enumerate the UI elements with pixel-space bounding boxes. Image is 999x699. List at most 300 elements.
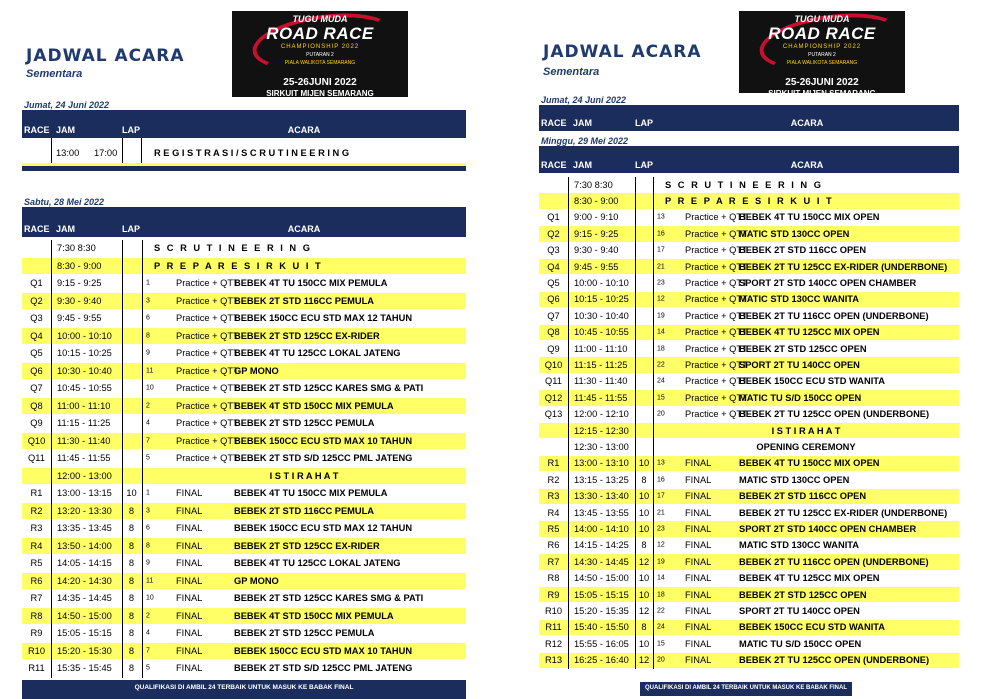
race-code: R6 — [30, 575, 43, 586]
table-row — [539, 407, 959, 422]
race-class: SPORT 2T STD 140CC OPEN CHAMBER — [739, 278, 917, 289]
rider-class-number: 6 — [146, 314, 150, 322]
race-time: 13:30 - 13:40 — [574, 491, 629, 502]
race-time: 11:15 - 11:25 — [574, 360, 628, 371]
rider-class-number: 6 — [146, 524, 150, 532]
table-row — [22, 468, 466, 485]
race-time: 11:30 - 11:40 — [574, 376, 628, 387]
race-class: BEBEK 4T TU 150CC MIX PEMULA — [234, 278, 388, 289]
session-type: FINAL — [685, 638, 712, 649]
lap-count: 8 — [128, 523, 135, 534]
table-row — [539, 423, 959, 438]
lap-count: 8 — [128, 645, 135, 656]
rider-class-number: 21 — [657, 509, 665, 517]
race-time: 9:30 - 9:40 — [57, 295, 102, 306]
race-code: Q4 — [30, 330, 43, 341]
lap-count: 10 — [638, 638, 650, 649]
race-class: BEBEK 4T TU 150CC MIX PEMULA — [234, 488, 388, 499]
race-class: BEBEK 2T STD 125CC KARES SMG & PATI — [234, 383, 424, 394]
lap-count: 10 — [638, 491, 650, 502]
race-time: 13:45 - 13:55 — [574, 507, 629, 518]
race-code: R10 — [544, 606, 563, 617]
race-time: 8:30 - 9:00 — [57, 260, 102, 271]
session-type: FINAL — [176, 540, 203, 551]
table-row — [22, 363, 466, 380]
rider-class-number: 10 — [146, 384, 154, 392]
race-code: Q9 — [30, 418, 43, 429]
rider-class-number: 23 — [657, 525, 665, 533]
race-time: 11:00 - 11:10 — [57, 400, 111, 411]
race-time: 13:00 - 13:15 — [57, 488, 112, 499]
race-time: 9:00 - 9:10 — [574, 212, 619, 223]
rider-class-number: 16 — [657, 230, 665, 238]
table-header: RACE JAM LAP ACARA — [539, 146, 959, 173]
rider-class-number: 19 — [657, 312, 665, 320]
race-class: BEBEK 150CC ECU STD MAX 12 TAHUN — [234, 523, 413, 534]
rider-class-number: 11 — [146, 577, 154, 585]
table-row — [539, 243, 959, 258]
table-row — [539, 554, 959, 569]
lap-count: 8 — [641, 540, 647, 551]
event-logo: TUGU MUDA ROAD RACE CHAMPIONSHIP 2022 PUTARAN 2 PIALA WALIKOTA SEMARANG 25-26JUNI 2022 SIRKUIT MIJEN SEMARANG — [232, 11, 408, 97]
date-heading: Minggu, 29 Mei 2022 — [541, 136, 629, 146]
rider-class-number: 19 — [657, 558, 665, 566]
race-class: BEBEK 2T TU 125CC EX-RIDER (UNDERBONE) — [739, 507, 948, 518]
rider-class-number: 14 — [657, 328, 665, 336]
race-class: BEBEK 2T STD 116CC OPEN — [739, 245, 867, 256]
rider-class-number: 4 — [146, 419, 150, 427]
table-row — [539, 325, 959, 340]
session-type: FINAL — [685, 524, 712, 535]
table-row — [22, 328, 466, 345]
rider-class-number: 1 — [146, 489, 150, 497]
race-time: 15:40 - 15:50 — [574, 622, 629, 633]
session-type: FINAL — [685, 458, 712, 469]
session-type: Practice + QTT — [685, 327, 748, 338]
page-subtitle: Sementara — [26, 68, 83, 80]
race-code: Q2 — [30, 295, 43, 306]
race-time: 13:15 - 13:25 — [574, 474, 629, 485]
session-type: FINAL — [685, 507, 712, 518]
rider-class-number: 7 — [146, 647, 150, 655]
race-code: Q8 — [30, 400, 43, 411]
race-time: 10:00 - 10:10 — [574, 278, 629, 289]
race-time: 15:55 - 16:05 — [574, 638, 629, 649]
race-class: BEBEK 4T TU 125CC MIX OPEN — [739, 327, 880, 338]
race-code: R5 — [547, 524, 560, 535]
race-time: 10:00 - 10:10 — [57, 330, 112, 341]
race-time: 13:20 - 13:30 — [57, 505, 112, 516]
race-code: Q3 — [30, 313, 43, 324]
race-class: BEBEK 2T STD S/D 125CC PML JATENG — [234, 663, 413, 674]
race-class: MATIC STD 130CC OPEN — [739, 228, 850, 239]
race-code: R2 — [30, 505, 43, 516]
table-row — [539, 636, 959, 651]
event-label: S C R U T I N E E R I N G — [154, 243, 312, 254]
rider-class-number: 15 — [657, 394, 665, 402]
table-row — [22, 450, 466, 467]
race-code: R7 — [547, 556, 560, 567]
rider-class-number: 22 — [657, 361, 665, 369]
race-code: Q5 — [30, 348, 43, 359]
table-row — [539, 439, 959, 454]
race-code: R8 — [30, 610, 43, 621]
race-time: 10:30 - 10:40 — [57, 365, 112, 376]
rider-class-number: 7 — [146, 437, 150, 445]
race-time: 11:45 - 11:55 — [574, 392, 628, 403]
rider-class-number: 5 — [146, 454, 150, 462]
lap-count: 8 — [128, 540, 135, 551]
race-class: MATIC TU S/D 150CC OPEN — [739, 392, 862, 403]
race-time: 14:15 - 14:25 — [574, 540, 629, 551]
session-type: Practice + QTT — [176, 418, 239, 429]
race-code: R11 — [28, 663, 45, 674]
rider-class-number: 9 — [146, 559, 150, 567]
footer-note: QUALIFIKASI DI AMBIL 24 TERBAIK UNTUK MASUK KE BABAK FINAL — [645, 685, 847, 691]
race-class: MATIC STD 130CC OPEN — [739, 474, 850, 485]
session-type: Practice + QTT — [176, 348, 239, 359]
rider-class-number: 10 — [146, 594, 154, 602]
race-class: BEBEK 2T STD 125CC EX-RIDER — [234, 540, 380, 551]
lap-count: 8 — [128, 505, 135, 516]
page-subtitle: Sementara — [543, 66, 600, 78]
race-class: SPORT 2T TU 140CC OPEN — [739, 360, 860, 371]
race-class: BEBEK 4T TU 150CC MIX OPEN — [739, 212, 880, 223]
race-class: SPORT 2T TU 140CC OPEN — [739, 606, 860, 617]
rider-class-number: 23 — [657, 279, 665, 287]
race-class: BEBEK 2T TU 125CC OPEN (UNDERBONE) — [739, 409, 930, 420]
footer-note: QUALIFIKASI DI AMBIL 24 TERBAIK UNTUK MASUK KE BABAK FINAL — [134, 684, 354, 691]
table-row — [22, 643, 466, 660]
table-row — [22, 573, 466, 590]
lap-count: 10 — [126, 488, 137, 499]
rider-class-number: 9 — [146, 349, 150, 357]
race-time: 10:15 - 10:25 — [574, 294, 629, 305]
race-class: BEBEK 2T STD 125CC EX-RIDER — [234, 330, 380, 341]
session-type: Practice + QTT — [685, 343, 748, 354]
table-row — [22, 625, 466, 642]
race-code: R3 — [547, 491, 560, 502]
race-time: 16:25 - 16:40 — [574, 655, 629, 666]
race-time: 15:05 - 15:15 — [574, 589, 629, 600]
race-class: BEBEK 2T STD 125CC PEMULA — [234, 418, 375, 429]
race-code: R4 — [547, 507, 560, 518]
race-time: 9:15 - 9:25 — [57, 278, 102, 289]
race-class: MATIC STD 130CC WANITA — [739, 540, 860, 551]
race-code: Q6 — [547, 294, 560, 305]
lap-count: 8 — [128, 628, 135, 639]
race-class: BEBEK 2T STD 125CC OPEN — [739, 343, 867, 354]
race-time: 7:30 8:30 — [574, 179, 613, 190]
session-type: Practice + QTT — [685, 278, 748, 289]
race-class: BEBEK 150CC ECU STD MAX 12 TAHUN — [234, 313, 413, 324]
race-code: R3 — [30, 523, 43, 534]
race-class: BEBEK 2T STD 116CC OPEN — [739, 491, 867, 502]
event-label: OPENING CEREMONY — [756, 442, 856, 453]
table-row — [22, 293, 466, 310]
race-time: 12:00 - 12:10 — [574, 409, 629, 420]
lap-count: 10 — [638, 524, 650, 535]
race-code: Q10 — [27, 435, 46, 446]
race-time: 10:45 - 10:55 — [57, 383, 112, 394]
race-time: 14:00 - 14:10 — [574, 524, 629, 535]
session-type: FINAL — [176, 505, 203, 516]
race-code: Q6 — [30, 365, 43, 376]
race-time: 12:15 - 12:30 — [574, 425, 629, 436]
rider-class-number: 11 — [146, 367, 154, 375]
race-code: Q8 — [547, 327, 560, 338]
race-class: MATIC TU S/D 150CC OPEN — [739, 638, 862, 649]
race-class: BEBEK 2T STD S/D 125CC PML JATENG — [234, 453, 413, 464]
table-row — [22, 555, 466, 572]
race-time: 11:30 - 11:40 — [57, 435, 111, 446]
rider-class-number: 5 — [146, 664, 150, 672]
session-type: FINAL — [176, 645, 203, 656]
race-time: 9:45 - 9:55 — [574, 261, 619, 272]
rider-class-number: 18 — [657, 345, 665, 353]
lap-count: 12 — [638, 556, 650, 567]
event-logo: TUGU MUDA ROAD RACE CHAMPIONSHIP 2022 PUTARAN 2 PIALA WALIKOTA SEMARANG 25-26JUNI 2022 SIRKUIT MIJEN SEMARANG — [739, 11, 905, 93]
rider-class-number: 17 — [657, 492, 665, 500]
session-type: Practice + QTT — [176, 295, 239, 306]
event-label: I S T I R A H A T — [269, 470, 339, 481]
rider-class-number: 13 — [657, 213, 665, 221]
race-class: BEBEK 4T TU 125CC MIX OPEN — [739, 573, 880, 584]
race-class: BEBEK 2T STD 125CC OPEN — [739, 589, 867, 600]
date-heading: Jumat, 24 Juni 2022 — [541, 95, 627, 105]
race-time: 14:50 - 15:00 — [57, 610, 112, 621]
table-row — [539, 210, 959, 225]
race-code: Q1 — [30, 278, 43, 289]
session-type: FINAL — [176, 558, 203, 569]
race-time: 13:00 - 13:10 — [574, 458, 629, 469]
table-row — [539, 521, 959, 536]
race-time: 13:50 - 14:00 — [57, 540, 112, 551]
separator-bar — [22, 166, 466, 171]
race-class: BEBEK 4T TU 125CC LOKAL JATENG — [234, 558, 401, 569]
lap-count: 8 — [641, 622, 647, 633]
race-code: Q7 — [30, 383, 43, 394]
race-code: R5 — [30, 558, 43, 569]
race-class: BEBEK 2T STD 116CC PEMULA — [234, 295, 374, 306]
rider-class-number: 15 — [657, 640, 665, 648]
race-time: 14:20 - 14:30 — [57, 575, 112, 586]
race-time: 9:15 - 9:25 — [574, 228, 619, 239]
session-type: FINAL — [176, 628, 203, 639]
race-class: GP MONO — [234, 365, 279, 376]
session-type: Practice + QTT — [176, 365, 239, 376]
table-row — [539, 587, 959, 602]
rider-class-number: 1 — [146, 279, 150, 287]
race-time: 9:45 - 9:55 — [57, 313, 102, 324]
race-code: R6 — [547, 540, 560, 551]
race-code: R1 — [30, 488, 43, 499]
session-type: Practice + QTT — [685, 376, 748, 387]
race-code: Q12 — [544, 392, 563, 403]
session-type: FINAL — [176, 610, 203, 621]
race-code: Q10 — [544, 360, 563, 371]
session-type: FINAL — [685, 573, 712, 584]
table-row — [22, 310, 466, 327]
race-code: Q11 — [28, 453, 45, 464]
session-type: Practice + QTT — [685, 392, 748, 403]
table-row — [539, 275, 959, 290]
session-type: FINAL — [685, 622, 712, 633]
race-code: R10 — [27, 645, 46, 656]
table-row — [539, 226, 959, 241]
lap-count: 8 — [128, 575, 135, 586]
race-time: 10:30 - 10:40 — [574, 310, 629, 321]
race-time: 13:35 - 13:45 — [57, 523, 112, 534]
lap-count: 12 — [638, 606, 650, 617]
table-row — [539, 472, 959, 487]
event-label: S C R U T I N E E R I N G — [665, 179, 823, 190]
session-type: Practice + QTT — [685, 228, 748, 239]
table-header: RACE JAM LAP ACARA — [539, 105, 959, 131]
race-time: 15:05 - 15:15 — [57, 628, 112, 639]
race-class: SPORT 2T STD 140CC OPEN CHAMBER — [739, 524, 917, 535]
race-code: Q4 — [547, 261, 560, 272]
table-row — [22, 345, 466, 362]
table-row — [22, 240, 466, 257]
race-class: BEBEK 2T STD 125CC KARES SMG & PATI — [234, 593, 424, 604]
table-row — [22, 415, 466, 432]
race-class: BEBEK 4T STD 150CC MIX PEMULA — [234, 400, 394, 411]
race-time: 14:50 - 15:00 — [574, 573, 629, 584]
table-row — [22, 485, 466, 502]
table-header: RACE JAM LAP ACARA — [22, 207, 466, 237]
table-row — [22, 608, 466, 625]
race-time: 12:30 - 13:00 — [574, 442, 629, 453]
race-code: Q3 — [547, 245, 560, 256]
race-code: Q2 — [547, 228, 560, 239]
date-heading: Sabtu, 28 Mei 2022 — [24, 197, 105, 207]
session-type: FINAL — [176, 488, 203, 499]
table-row — [22, 520, 466, 537]
event-label: P R E P A R E S I R K U I T — [665, 196, 834, 207]
rider-class-number: 22 — [657, 607, 665, 615]
race-time: 14:05 - 14:15 — [57, 558, 112, 569]
race-class: BEBEK 2T STD 116CC PEMULA — [234, 505, 374, 516]
race-code: Q5 — [547, 278, 560, 289]
rider-class-number: 12 — [657, 295, 665, 303]
rider-class-number: 12 — [657, 541, 665, 549]
table-row — [539, 571, 959, 586]
session-type: Practice + QTT — [176, 435, 239, 446]
table-row — [22, 590, 466, 607]
race-time: 14:35 - 14:45 — [57, 593, 112, 604]
session-type: Practice + QTT — [176, 400, 239, 411]
table-row — [22, 660, 466, 677]
race-code: R13 — [544, 655, 563, 666]
session-type: FINAL — [176, 575, 203, 586]
table-row — [539, 374, 959, 389]
race-code: R11 — [545, 622, 562, 633]
session-type: Practice + QTT — [176, 278, 239, 289]
race-class: BEBEK 2T STD 125CC PEMULA — [234, 628, 375, 639]
table-header: RACE JAM LAP ACARA — [22, 110, 466, 138]
rider-class-number: 8 — [146, 332, 150, 340]
table-row — [539, 538, 959, 553]
race-code: Q11 — [545, 376, 562, 387]
lap-count: 10 — [638, 573, 650, 584]
page-title: JADWAL ACARA — [26, 46, 185, 66]
race-class: BEBEK 150CC ECU STD MAX 10 TAHUN — [234, 645, 413, 656]
race-code: R8 — [547, 573, 560, 584]
race-class: BEBEK 4T TU 125CC LOKAL JATENG — [234, 348, 401, 359]
rider-class-number: 17 — [657, 246, 665, 254]
table-row — [539, 603, 959, 618]
rider-class-number: 24 — [657, 377, 665, 385]
session-type: Practice + QTT — [685, 310, 748, 321]
session-type: Practice + QTT — [176, 383, 239, 394]
rider-class-number: 4 — [146, 629, 150, 637]
race-code: R1 — [547, 458, 560, 469]
rider-class-number: 20 — [657, 410, 665, 418]
race-code: R7 — [30, 593, 43, 604]
race-class: BEBEK 2T TU 125CC OPEN (UNDERBONE) — [739, 655, 930, 666]
rider-class-number: 2 — [146, 402, 150, 410]
table-row — [539, 177, 959, 192]
race-code: R4 — [30, 540, 43, 551]
session-type: Practice + QTT — [685, 360, 748, 371]
table-row — [22, 538, 466, 555]
race-time: 15:35 - 15:45 — [57, 663, 112, 674]
lap-count: 8 — [128, 610, 135, 621]
rider-class-number: 16 — [657, 476, 665, 484]
race-class: BEBEK 4T TU 150CC MIX OPEN — [739, 458, 880, 469]
table-row — [539, 193, 959, 208]
rider-class-number: 21 — [657, 263, 665, 271]
table-row — [539, 456, 959, 471]
session-type: Practice + QTT — [685, 294, 748, 305]
session-type: FINAL — [685, 556, 712, 567]
lap-count: 12 — [638, 655, 650, 666]
table-row — [539, 653, 959, 668]
rider-class-number: 20 — [657, 656, 665, 664]
rider-class-number: 3 — [146, 297, 150, 305]
rider-class-number: 13 — [657, 459, 665, 467]
lap-count: 8 — [641, 474, 647, 485]
table-row — [22, 275, 466, 292]
table-row — [22, 258, 466, 275]
table-row — [539, 505, 959, 520]
session-type: FINAL — [176, 593, 203, 604]
session-type: FINAL — [685, 606, 712, 617]
session-type: Practice + QTT — [685, 261, 748, 272]
date-heading: Jumat, 24 Juni 2022 — [24, 100, 110, 110]
lap-count: 8 — [128, 593, 135, 604]
race-class: BEBEK 150CC ECU STD WANITA — [739, 376, 886, 387]
session-type: FINAL — [685, 655, 712, 666]
race-code: Q1 — [547, 212, 560, 223]
race-class: BEBEK 2T TU 125CC EX-RIDER (UNDERBONE) — [739, 261, 948, 272]
race-time: 9:30 - 9:40 — [574, 245, 619, 256]
registration-row: 13:00 17:00 R E G I S T R A S I / S C R U T I N E E R I N G — [56, 148, 350, 158]
race-code: R9 — [547, 589, 560, 600]
rider-class-number: 8 — [146, 542, 150, 550]
race-class: BEBEK 150CC ECU STD WANITA — [739, 622, 886, 633]
table-row — [22, 503, 466, 520]
race-class: MATIC STD 130CC WANITA — [739, 294, 860, 305]
lap-count: 8 — [128, 663, 135, 674]
rider-class-number: 24 — [657, 623, 665, 631]
race-time: 11:45 - 11:55 — [57, 453, 111, 464]
session-type: Practice + QTT — [685, 212, 748, 223]
race-time: 11:15 - 11:25 — [57, 418, 111, 429]
lap-count: 10 — [638, 507, 650, 518]
race-time: 15:20 - 15:35 — [574, 606, 629, 617]
